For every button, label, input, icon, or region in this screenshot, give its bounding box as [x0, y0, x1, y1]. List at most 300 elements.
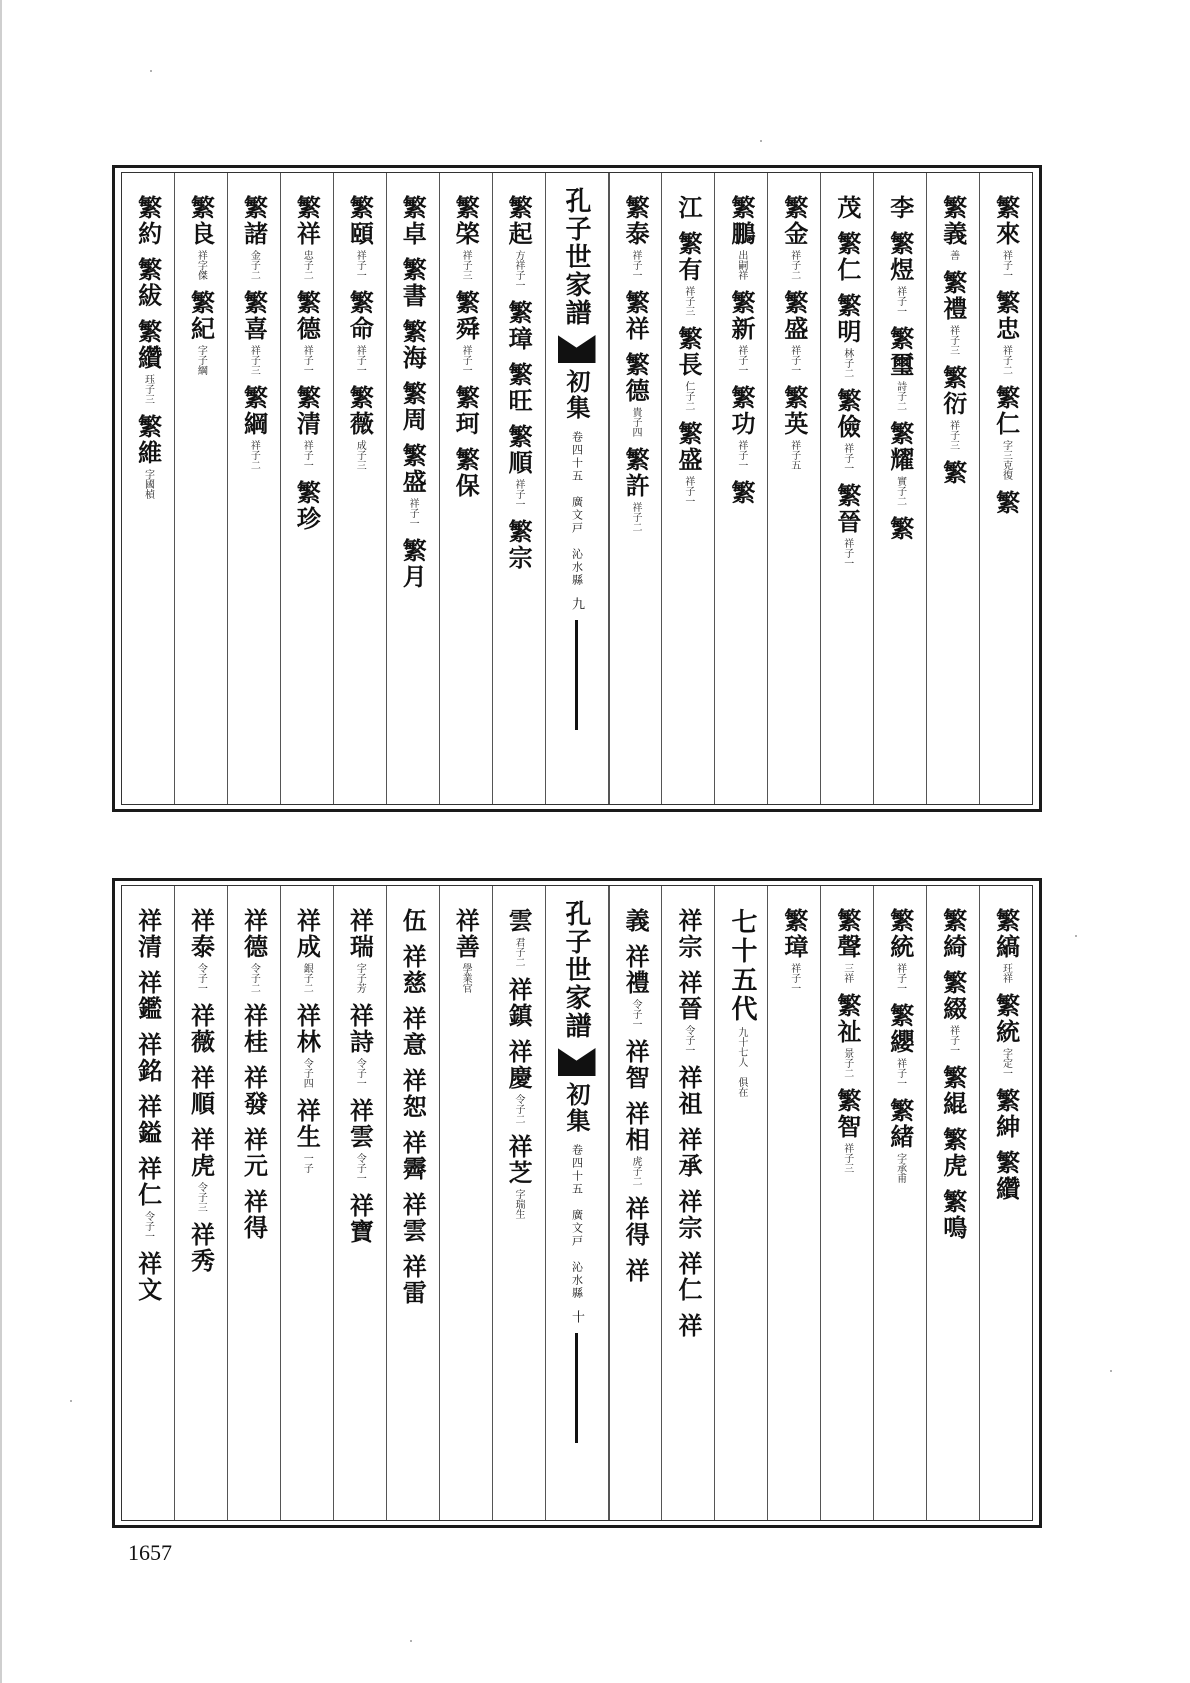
- person-name: 祥瑞: [345, 908, 375, 960]
- genealogy-entry: [676, 326, 701, 411]
- annotation-note: 祥子一: [407, 498, 419, 528]
- person-name: 繁纓: [885, 1003, 915, 1055]
- person-name: 繁月: [398, 538, 428, 590]
- person-name: 繁晉: [832, 483, 862, 535]
- person-name: 繁舜: [451, 290, 481, 342]
- genealogy-column: [492, 886, 545, 1520]
- person-name: 繁泰: [621, 195, 651, 247]
- annotation-note: 林子二: [841, 348, 853, 378]
- person-name: 繁紱: [133, 257, 163, 309]
- person-name: 繁長: [674, 326, 703, 378]
- genealogy-entry: [133, 908, 163, 960]
- genealogy-entry: [621, 290, 651, 342]
- genealogy-entry: [186, 908, 216, 993]
- person-name: 祥祖: [674, 1065, 703, 1117]
- person-name: 祥仁: [674, 1251, 703, 1303]
- person-name: 祥寶: [345, 1193, 375, 1245]
- annotation-note: 祥子一: [513, 479, 525, 509]
- panel-columns: [121, 172, 1033, 805]
- annotation-note: 祥子二: [248, 440, 260, 470]
- annotation-note: 學業官: [460, 963, 472, 993]
- genealogy-entry: [991, 490, 1021, 516]
- person-name: 祥意: [398, 1006, 428, 1058]
- person-name: 祥鑑: [133, 970, 163, 1022]
- annotation-note: 仁子二: [682, 381, 694, 411]
- person-name: 繁德: [292, 290, 322, 342]
- person-name: 繁綴: [938, 970, 968, 1022]
- person-name: 茂: [832, 195, 862, 221]
- person-name: 繁璋: [504, 300, 534, 352]
- genealogy-entry: [133, 414, 163, 499]
- person-name: 繁英: [779, 385, 809, 437]
- page-left-edge: [0, 0, 2, 1683]
- genealogy-column: [767, 886, 820, 1520]
- person-name: 繁周: [398, 381, 428, 433]
- genealogy-entry: [239, 195, 269, 280]
- genealogy-entry: [186, 1222, 216, 1274]
- person-name: 祥晉: [674, 970, 703, 1022]
- annotation-note: 祥子一: [894, 963, 906, 993]
- person-name: 繁紳: [991, 1088, 1021, 1140]
- genealogy-entry: [832, 293, 862, 378]
- genealogy-column: [979, 173, 1032, 804]
- center-bar: [575, 620, 578, 730]
- person-name: 繁功: [726, 385, 756, 437]
- genealogy-entry: [345, 290, 375, 375]
- genealogy-entry: [832, 388, 862, 473]
- genealogy-entry: [938, 1189, 968, 1241]
- person-name: 繁旺: [504, 362, 534, 414]
- person-name: 繁命: [345, 290, 375, 342]
- genealogy-entry: [345, 1003, 375, 1088]
- genealogy-entry: [504, 908, 534, 967]
- genealogy-column: [873, 173, 926, 804]
- annotation-note: 祥子一: [354, 345, 366, 375]
- annotation-note: 祥子一: [841, 538, 853, 568]
- genealogy-entry: [676, 1251, 701, 1303]
- genealogy-column: [174, 173, 227, 804]
- person-name: 繁耀: [885, 421, 915, 473]
- annotation-note: 祥子一: [682, 476, 694, 506]
- annotation-note: 令子一: [354, 1153, 366, 1183]
- genealogy-entry: [239, 290, 269, 375]
- person-name: 繁: [726, 480, 756, 506]
- genealogy-entry: [398, 944, 428, 996]
- person-name: 祥順: [186, 1065, 216, 1117]
- chapter-info: 卷四十五 廣文戸 沁水縣: [570, 431, 584, 587]
- person-name: 繁卓: [398, 195, 428, 247]
- annotation-note: 虎子二: [629, 1156, 641, 1186]
- person-name: 繁煜: [885, 231, 915, 283]
- annotation-note: 出嗣祥: [735, 250, 747, 280]
- genealogy-entry: [885, 1098, 915, 1183]
- genealogy-entry: [345, 1193, 375, 1245]
- person-name: 繁起: [504, 195, 534, 247]
- genealogy-entry: [676, 421, 701, 506]
- annotation-note: 字國楨: [142, 469, 154, 499]
- person-name: 繁統: [885, 908, 915, 960]
- person-name: 繁統: [991, 993, 1021, 1045]
- genealogy-entry: [991, 1088, 1021, 1140]
- genealogy-column: [227, 173, 280, 804]
- genealogy-entry: [345, 195, 375, 280]
- person-name: 祥宗: [674, 1189, 703, 1241]
- annotation-note: 金子二: [248, 250, 260, 280]
- person-name: 祥恕: [398, 1068, 428, 1120]
- genealogy-entry: [239, 1065, 269, 1117]
- person-name: 祥銘: [133, 1032, 163, 1084]
- person-name: 祥清: [133, 908, 163, 960]
- person-name: 祥得: [239, 1189, 269, 1241]
- fishtail-mark: [558, 1048, 596, 1076]
- genealogy-entry: [398, 1130, 428, 1182]
- annotation-note: 成子三: [354, 440, 366, 470]
- genealogy-entry: [398, 381, 428, 433]
- genealogy-entry: [398, 908, 428, 934]
- person-name: 繁鳴: [938, 1189, 968, 1241]
- person-name: 繁宗: [504, 519, 534, 571]
- genealogy-column: [333, 886, 386, 1520]
- person-name: 繁聲: [832, 908, 862, 960]
- genealogy-entry: [779, 195, 809, 280]
- annotation-note: 忠子二: [301, 250, 313, 280]
- genealogy-entry: [676, 1313, 701, 1339]
- annotation-note: 善: [947, 250, 959, 260]
- genealogy-panel-top: [112, 165, 1042, 812]
- person-name: 祥仁: [133, 1156, 163, 1208]
- genealogy-entry: [504, 1039, 534, 1124]
- person-name: 繁棨: [451, 195, 481, 247]
- genealogy-entry: [504, 977, 534, 1029]
- genealogy-entry: [621, 1039, 651, 1091]
- genealogy-column: [439, 173, 492, 804]
- person-name: 繁約: [133, 195, 163, 247]
- genealogy-entry: [676, 231, 701, 316]
- genealogy-column: [820, 173, 873, 804]
- genealogy-entry: [991, 195, 1021, 280]
- genealogy-entry: [991, 1150, 1021, 1202]
- person-name: 繁盛: [674, 421, 703, 473]
- person-name: 繁: [885, 516, 915, 542]
- genealogy-entry: [504, 424, 534, 509]
- person-name: 祥鎮: [504, 977, 534, 1029]
- genealogy-entry: [398, 1192, 428, 1244]
- genealogy-entry: [938, 365, 968, 450]
- annotation-note: 祥子一: [629, 250, 641, 280]
- genealogy-entry: [676, 908, 701, 960]
- person-name: 繁儉: [832, 388, 862, 440]
- genealogy-column: [609, 173, 662, 804]
- genealogy-entry: [938, 460, 968, 486]
- annotation-note: 君子二: [513, 937, 525, 967]
- annotation-note: 令子一: [354, 1058, 366, 1088]
- volume-title: 初集: [562, 369, 591, 421]
- genealogy-entry: [621, 447, 651, 532]
- person-name: 祥發: [239, 1065, 269, 1117]
- genealogy-column: [714, 886, 767, 1520]
- genealogy-entry: [239, 385, 269, 470]
- genealogy-entry: [186, 1065, 216, 1117]
- genealogy-column: [926, 886, 979, 1520]
- person-name: 繁忠: [991, 290, 1021, 342]
- genealogy-entry: [398, 195, 428, 247]
- person-name: 祥: [674, 1313, 703, 1339]
- person-name: 祥雷: [398, 1254, 428, 1306]
- person-name: 繁綺: [938, 908, 968, 960]
- genealogy-entry: [938, 1127, 968, 1179]
- annotation-note: 令子一: [142, 1211, 154, 1241]
- book-title: 孔子世家譜: [561, 187, 591, 327]
- person-name: 繁禮: [938, 270, 968, 322]
- person-name: 祥雲: [345, 1098, 375, 1150]
- genealogy-column: [609, 886, 662, 1520]
- person-name: 繁喜: [239, 290, 269, 342]
- annotation-note: 字定一: [1000, 1048, 1012, 1078]
- annotation-note: 字子綱: [195, 345, 207, 375]
- genealogy-entry: [621, 944, 651, 1029]
- person-name: 繁璋: [779, 908, 809, 960]
- annotation-note: 實子二: [894, 476, 906, 506]
- genealogy-entry: [292, 908, 322, 993]
- person-name: 祥智: [621, 1039, 651, 1091]
- genealogy-column: [386, 886, 439, 1520]
- person-name: 繁義: [938, 195, 968, 247]
- annotation-note: 令子一: [682, 1025, 694, 1055]
- genealogy-entry: [504, 519, 534, 571]
- person-name: 繁德: [621, 352, 651, 404]
- genealogy-entry: [991, 385, 1021, 480]
- person-name: 繁纘: [133, 319, 163, 371]
- genealogy-entry: [832, 993, 862, 1078]
- person-name: 繁薇: [345, 385, 375, 437]
- person-name: 祥霽: [398, 1130, 428, 1182]
- person-name: 李: [885, 195, 915, 221]
- leaf-number: 十: [569, 1310, 584, 1323]
- person-name: 繁緄: [938, 1065, 968, 1117]
- person-name: 繁纘: [991, 1150, 1021, 1202]
- annotation-note: 玨祥: [1000, 963, 1012, 983]
- annotation-note: 祥子一: [894, 1058, 906, 1088]
- genealogy-entry: [133, 970, 163, 1022]
- genealogy-entry: [938, 908, 968, 960]
- annotation-note: 祥子三: [248, 345, 260, 375]
- person-name: 繁珍: [292, 480, 322, 532]
- annotation-note: 祥子五: [788, 440, 800, 470]
- genealogy-entry: [292, 1098, 322, 1173]
- annotation-note: 祥子三: [947, 420, 959, 450]
- genealogy-entry: [832, 231, 862, 283]
- genealogy-entry: [832, 908, 862, 983]
- genealogy-entry: [398, 319, 428, 371]
- person-name: 繁祉: [832, 993, 862, 1045]
- genealogy-entry: [451, 385, 481, 437]
- genealogy-entry: [239, 1189, 269, 1241]
- genealogy-column: [492, 173, 545, 804]
- genealogy-entry: [398, 1254, 428, 1306]
- annotation-note: 珏子三: [142, 374, 154, 404]
- genealogy-column: [873, 886, 926, 1520]
- annotation-note: 祥子一: [301, 440, 313, 470]
- annotation-note: 祥子二: [629, 502, 641, 532]
- person-name: 繁璽: [885, 326, 915, 378]
- annotation-note: 祥子一: [947, 1025, 959, 1055]
- person-name: 祥雲: [398, 1192, 428, 1244]
- genealogy-entry: [504, 1134, 534, 1219]
- annotation-note: 祥子一: [735, 345, 747, 375]
- annotation-note: 三祥: [841, 963, 853, 983]
- genealogy-entry: [451, 290, 481, 375]
- person-name: 祥禮: [621, 944, 651, 996]
- genealogy-entry: [133, 319, 163, 404]
- genealogy-entry: [728, 908, 755, 1097]
- page-number: 1657: [128, 1540, 172, 1565]
- genealogy-entry: [885, 516, 915, 542]
- genealogy-entry: [398, 538, 428, 590]
- center-title-column: [545, 886, 609, 1520]
- genealogy-column: [661, 886, 714, 1520]
- center-bar: [575, 1333, 578, 1443]
- genealogy-entry: [676, 970, 701, 1055]
- person-name: 繁良: [186, 195, 216, 247]
- genealogy-entry: [345, 908, 375, 993]
- genealogy-panel-bottom: [112, 878, 1042, 1528]
- genealogy-entry: [885, 908, 915, 993]
- person-name: 祥相: [621, 1101, 651, 1153]
- genealogy-entry: [292, 480, 322, 532]
- annotation-note: 祥子三: [460, 250, 472, 280]
- person-name: 祥宗: [674, 908, 703, 960]
- person-name: 繁來: [991, 195, 1021, 247]
- genealogy-entry: [676, 1127, 701, 1179]
- person-name: 祥虎: [186, 1127, 216, 1179]
- person-name: 繁頤: [345, 195, 375, 247]
- genealogy-entry: [504, 300, 534, 352]
- center-title-column: [545, 173, 609, 804]
- genealogy-column: [227, 886, 280, 1520]
- person-name: 繁衍: [938, 365, 968, 417]
- leaf-number: 九: [569, 597, 584, 610]
- genealogy-entry: [885, 326, 915, 411]
- person-name: 祥得: [621, 1196, 651, 1248]
- genealogy-entry: [726, 290, 756, 375]
- genealogy-entry: [676, 1189, 701, 1241]
- person-name: 繁祥: [621, 290, 651, 342]
- person-name: 繁: [938, 460, 968, 486]
- genealogy-entry: [292, 195, 322, 280]
- annotation-note: 詩子二: [894, 381, 906, 411]
- person-name: 繁海: [398, 319, 428, 371]
- genealogy-entry: [779, 290, 809, 375]
- person-name: 祥桂: [239, 1003, 269, 1055]
- genealogy-entry: [504, 195, 534, 290]
- genealogy-entry: [239, 1127, 269, 1179]
- annotation-note: 字三克復: [1000, 440, 1012, 480]
- genealogy-entry: [726, 385, 756, 470]
- genealogy-entry: [292, 385, 322, 470]
- genealogy-entry: [621, 1258, 651, 1284]
- genealogy-column: [174, 886, 227, 1520]
- genealogy-entry: [676, 195, 701, 221]
- genealogy-column: [333, 173, 386, 804]
- genealogy-column: [820, 886, 873, 1520]
- annotation-note: 景子二: [841, 1048, 853, 1078]
- person-name: 祥泰: [186, 908, 216, 960]
- annotation-note: 祥子一: [354, 250, 366, 280]
- person-name: 繁緒: [885, 1098, 915, 1150]
- annotation-note: 祥子三: [841, 1143, 853, 1173]
- genealogy-column: [661, 173, 714, 804]
- genealogy-entry: [398, 1068, 428, 1120]
- person-name: 繁維: [133, 414, 163, 466]
- person-name: 繁盛: [398, 443, 428, 495]
- person-name: 繁智: [832, 1088, 862, 1140]
- genealogy-entry: [398, 257, 428, 309]
- person-name: 江: [674, 195, 703, 221]
- annotation-note: 令子二: [513, 1094, 525, 1124]
- person-name: 繁有: [674, 231, 703, 283]
- person-name: 繁縞: [991, 908, 1021, 960]
- annotation-note: 祥子一: [1000, 250, 1012, 280]
- person-name: 繁虎: [938, 1127, 968, 1179]
- annotation-note: 九十七人 俱在: [735, 1027, 747, 1097]
- genealogy-column: [386, 173, 439, 804]
- genealogy-entry: [621, 908, 651, 934]
- genealogy-entry: [991, 993, 1021, 1078]
- annotation-note: 祥子三: [947, 325, 959, 355]
- person-name: 祥鎰: [133, 1094, 163, 1146]
- annotation-note: 祥子二: [1000, 345, 1012, 375]
- genealogy-column: [439, 886, 492, 1520]
- person-name: 祥薇: [186, 1003, 216, 1055]
- person-name: 繁保: [451, 447, 481, 499]
- genealogy-entry: [832, 1088, 862, 1173]
- genealogy-entry: [779, 385, 809, 470]
- panel-columns: [121, 885, 1033, 1521]
- person-name: 繁紀: [186, 290, 216, 342]
- person-name: 祥: [621, 1258, 651, 1284]
- annotation-note: 祥子一: [788, 345, 800, 375]
- person-name: 祥林: [292, 1003, 322, 1055]
- person-name: 七十五代: [726, 908, 757, 1024]
- fishtail-mark: [558, 335, 596, 363]
- genealogy-entry: [621, 1101, 651, 1186]
- annotation-note: 令子三: [195, 1182, 207, 1212]
- genealogy-entry: [938, 270, 968, 355]
- person-name: 義: [621, 908, 651, 934]
- person-name: 繁明: [832, 293, 862, 345]
- person-name: 祥德: [239, 908, 269, 960]
- annotation-note: 祥子一: [894, 286, 906, 316]
- genealogy-entry: [345, 385, 375, 470]
- genealogy-entry: [186, 1127, 216, 1212]
- person-name: 祥慶: [504, 1039, 534, 1091]
- person-name: 祥生: [292, 1098, 322, 1150]
- genealogy-entry: [398, 1006, 428, 1058]
- annotation-note: 祥子一: [735, 440, 747, 470]
- annotation-note: 一子: [301, 1153, 313, 1173]
- annotation-note: 令子一: [195, 963, 207, 993]
- person-name: 祥芝: [504, 1134, 534, 1186]
- genealogy-entry: [133, 1094, 163, 1146]
- genealogy-entry: [938, 970, 968, 1055]
- person-name: 繁珂: [451, 385, 481, 437]
- annotation-note: 銀子二: [301, 963, 313, 993]
- annotation-note: 祥子三: [682, 286, 694, 316]
- genealogy-entry: [938, 195, 968, 260]
- genealogy-entry: [991, 290, 1021, 375]
- person-name: 伍: [398, 908, 428, 934]
- genealogy-entry: [239, 1003, 269, 1055]
